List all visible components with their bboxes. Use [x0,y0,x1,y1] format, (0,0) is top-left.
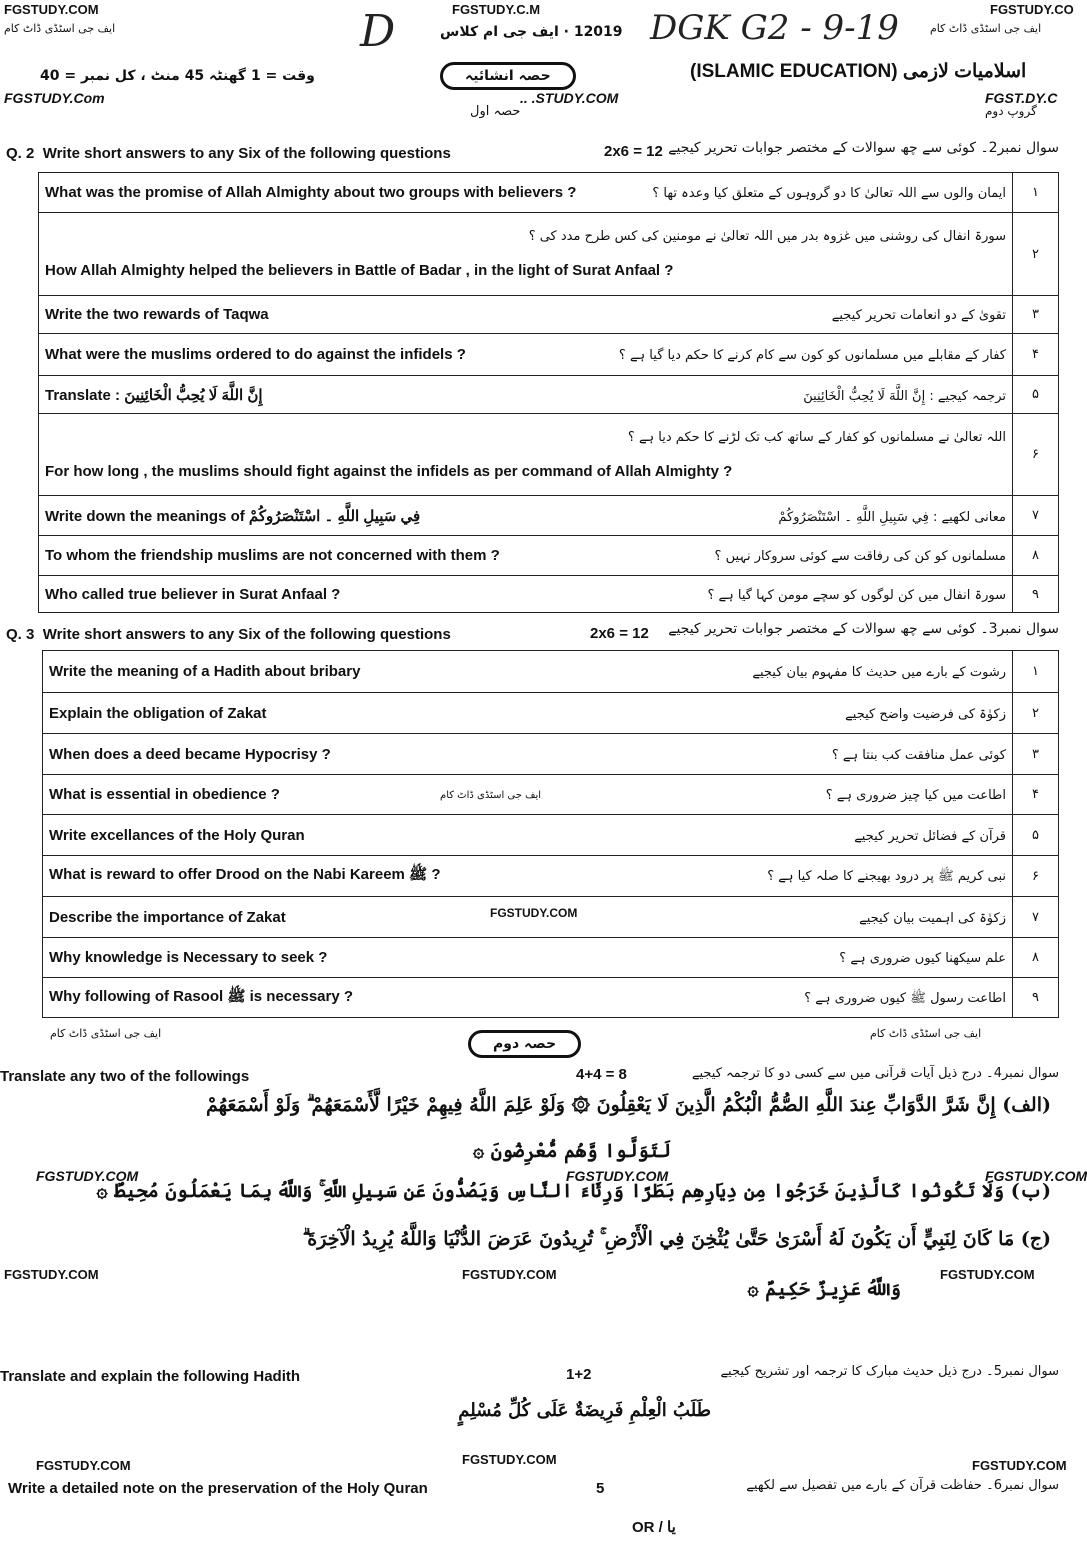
watermark: FGSTUDY.C.M [452,2,541,17]
verse-c: (ج) مَا كَانَ لِنَبِيٍّ أَن يَكُونَ لَهُ أَسْرَىٰ حَتَّىٰ يُثْخِنَ فِي الْأَرْضِ ۚ تُرِيدُونَ عَرَضَ الدُّنْيَا وَاللَّهُ يُرِيدُ الْآخِرَةَ ۗ [302,1228,1051,1250]
question-cell [39,536,1013,576]
question-number: ۲ [1013,693,1059,734]
q2-number: Q. 2 [6,145,35,162]
verse-b: (ب) وَلَا تَكُونُوا كَالَّذِينَ خَرَجُوا مِن دِيَارِهِم بَطَرًا وَرِئَاءَ النَّاسِ وَيَصُدُّونَ عَن سَبِيلِ اللَّهِ ۚ وَاللَّهُ بِمَا يَعْمَلُونَ مُحِيطٌ ۞ [96,1180,1051,1202]
question-row [43,978,1059,1018]
question-number: ۴ [1013,775,1059,815]
question-urdu: رشوت کے بارے میں حدیث کا مفہوم بیان کیجیے [752,665,1006,680]
question-cell [43,734,1013,775]
question-cell [39,173,1013,213]
question-english: How Allah Almighty helped the believers in Battle of Badar , in the light of Surat Anfaal ? [45,262,674,279]
question-cell [39,213,1013,296]
question-row [39,414,1059,496]
q2-urdu-instruction: سوال نمبر2۔ کوئی سے چھ سوالات کے مختصر جوابات تحریر کیجیے [668,140,1059,156]
question-english: What is reward to offer Drood on the Nabi Kareem ﷺ ? [49,866,441,883]
q6-marks: 5 [596,1480,605,1497]
q5-urdu: سوال نمبر5۔ درج ذیل حدیث مبارک کا ترجمہ اور تشریح کیجیے [720,1364,1059,1379]
question-urdu: اطاعت رسول ﷺ کیوں ضروری ہے ؟ [804,990,1006,1006]
question-row [39,496,1059,536]
q2-marks: 2x6 = 12 [604,143,663,160]
question-english: Write down the meanings of فِي سَبِيلِ اللَّهِ ۔ اسْتَنْصَرُوكُمْ [45,507,421,525]
q2-table [38,172,1059,613]
question-english: Why knowledge is Necessary to seek ? [49,949,328,966]
question-row [39,376,1059,414]
question-urdu: اللہ تعالیٰ نے مسلمانوں کو کفار کے ساتھ کب تک لڑنے کا حکم دیا ہے ؟ [627,429,1006,445]
question-cell [43,897,1013,938]
watermark: FGSTUDY.COM [972,1458,1067,1473]
question-row [39,173,1059,213]
question-number: ۵ [1013,376,1059,414]
q5-marks: 1+2 [566,1366,592,1383]
section-pill: حصہ انشائیہ [440,62,576,90]
q6-instruction: Write a detailed note on the preservation of the Holy Quran [8,1480,428,1497]
question-number: ۸ [1013,536,1059,576]
question-english: For how long , the muslims should fight against the infidels as per command of Allah Almighty ? [45,462,733,480]
question-row [43,734,1059,775]
question-urdu: معانی لکھیے : فِي سَبِيلِ اللَّهِ ۔ اسْتَنْصَرُوكُمْ [778,509,1006,525]
question-number: ۳ [1013,296,1059,334]
question-english: Explain the obligation of Zakat [49,704,267,722]
question-number: ۸ [1013,938,1059,978]
question-row [39,334,1059,376]
question-urdu: تقویٰ کے دو انعامات تحریر کیجیے [831,308,1006,323]
question-urdu: سورۃ انفال میں کن لوگوں کو سچے مومن کہا گیا ہے ؟ [707,587,1006,603]
watermark: FGSTUDY.COM [566,1168,669,1184]
watermark: FGSTUDY.COM [490,906,578,920]
question-english: Why following of Rasool ﷺ is necessary ? [49,987,354,1005]
watermark: FGSTUDY.COM [985,1168,1087,1184]
question-english: Write excellances of the Holy Quran [49,826,305,844]
verse-c-cont: وَاللَّهُ عَزِيزٌ حَكِيمٌ ۞ [747,1278,901,1300]
question-number: ۷ [1013,897,1059,938]
question-urdu: ترجمہ کیجیے : إِنَّ اللَّهَ لَا يُحِبُّ الْخَائِنِينَ [803,388,1006,404]
watermark: .. .STUDY.COM [520,90,619,106]
watermark: FGSTUDY.COM [36,1458,131,1473]
question-urdu: علم سیکھنا کیوں ضروری ہے ؟ [839,951,1006,966]
question-number: ۶ [1013,414,1059,496]
q6-urdu: سوال نمبر6۔ حفاظت قرآن کے بارے میں تفصیل سے لکھیے [746,1478,1059,1493]
question-cell [39,496,1013,536]
watermark: FGSTUDY.COM [4,1267,99,1282]
time-and-marks: وقت = 1 گھنٹہ 45 منٹ ، کل نمبر = 40 [40,68,315,84]
watermark: FGSTUDY.COM [462,1267,557,1282]
q3-instruction: Write short answers to any Six of the following questions [42,626,451,643]
question-row [39,213,1059,296]
watermark: FGSTUDY.Com [4,90,105,106]
question-urdu: قرآن کے فضائل تحریر کیجیے [854,828,1006,844]
q2-label [6,145,451,162]
question-row [43,775,1059,815]
question-english: To whom the friendship muslims are not concerned with them ? [45,547,500,564]
question-row [43,897,1059,938]
q3-number: Q. 3 [6,626,35,643]
question-cell [39,296,1013,334]
q3-table [42,650,1059,1018]
urdu-watermark: ایف جی اسٹڈی ڈاٹ کام [870,1027,982,1040]
urdu-watermark: ایف جی اسٹڈی ڈاٹ کام [440,790,542,801]
question-urdu: سورۃ انفال کی روشنی میں غزوہ بدر میں اللہ تعالیٰ نے مومنین کی کس طرح مدد کی ؟ [528,229,1006,244]
question-cell [43,978,1013,1018]
question-urdu: نبی کریم ﷺ پر درود بھیجنے کا صلہ کیا ہے ؟ [767,869,1006,884]
q3-label [6,626,451,643]
verse-a-cont: لَتَوَلَّوا وَّهُم مُّعْرِضُونَ ۞ [473,1140,671,1162]
handwritten-code: DGK G2 - 9-19 [650,8,899,48]
question-english: Who called true believer in Surat Anfaal ? [45,585,341,603]
question-number: ۴ [1013,334,1059,376]
or-separator: OR / یا [632,1519,676,1536]
question-cell [43,856,1013,897]
question-english: Write the meaning of a Hadith about bribary [49,663,361,680]
urdu-watermark: ایف جی اسٹڈی ڈاٹ کام [50,1027,162,1040]
question-number: ۹ [1013,978,1059,1018]
part-label: حصہ اول [470,104,521,119]
question-urdu: زکوٰۃ کی فرضیت واضح کیجیے [845,706,1006,722]
question-english: What was the promise of Allah Almighty about two groups with believers ? [45,184,577,201]
watermark: FGSTUDY.COM [36,1168,139,1184]
q4-marks: 4+4 = 8 [576,1066,627,1083]
q4-instruction: Translate any two of the followings [0,1068,250,1085]
question-row [39,296,1059,334]
question-number: ۳ [1013,734,1059,775]
group-label: گروپ دوم [985,104,1037,118]
question-cell [39,334,1013,376]
watermark: FGSTUDY.COM [4,2,99,17]
question-english: Translate : إِنَّ اللَّهَ لَا يُحِبُّ الْخَائِنِينَ [45,386,263,404]
question-urdu: زکوٰۃ کی اہمیت بیان کیجیے [859,910,1006,926]
question-cell [43,815,1013,856]
question-urdu: کفار کے مقابلے میں مسلمانوں کو کون سے کام کرنے کا حکم دیا گیا ہے ؟ [618,348,1006,363]
question-number: ۹ [1013,576,1059,613]
question-cell [39,576,1013,613]
question-cell [39,414,1013,496]
question-english: What were the muslims ordered to do against the infidels ? [45,346,466,363]
question-number: ۱ [1013,173,1059,213]
question-number: ۶ [1013,856,1059,897]
watermark: FGSTUDY.COM [462,1452,557,1467]
watermark: FGSTUDY.CO [990,2,1074,17]
question-urdu: ایمان والوں سے اللہ تعالیٰ کا دو گروہوں کے متعلق کیا وعدہ تھا ؟ [652,186,1006,201]
question-row [43,651,1059,693]
question-number: ۲ [1013,213,1059,296]
question-row [43,938,1059,978]
q5-instruction: Translate and explain the following Hadith [0,1368,301,1385]
question-row [43,856,1059,897]
question-cell [43,693,1013,734]
watermark: FGST.DY.C [985,90,1058,106]
watermark: FGSTUDY.COM [940,1267,1035,1282]
question-row [39,576,1059,613]
urdu-watermark: ایف جی اسٹڈی ڈاٹ کام [930,22,1042,35]
question-urdu: مسلمانوں کو کن کی رفاقت سے کوئی سروکار نہیں ؟ [714,549,1006,564]
question-cell [43,775,1013,815]
question-cell [39,376,1013,414]
question-urdu: کوئی عمل منافقت کب بنتا ہے ؟ [831,747,1006,763]
question-number: ۷ [1013,496,1059,536]
q3-marks: 2x6 = 12 [590,625,649,642]
handwritten-mark: D [360,6,396,57]
question-english: What is essential in obedience ? [49,786,280,803]
q3-urdu-instruction: سوال نمبر3۔ کوئی سے چھ سوالات کے مختصر جوابات تحریر کیجیے [668,621,1059,637]
verse-a: (الف) إِنَّ شَرَّ الدَّوَابِّ عِندَ اللَّهِ الصُّمُّ الْبُكْمُ الَّذِينَ لَا يَعْقِلُونَ ۞ وَلَوْ عَلِمَ اللَّهُ فِيهِمْ خَيْرًا لَّأَسْمَعَهُمْ ۗ وَلَوْ أَسْمَعَهُمْ [206,1094,1051,1116]
question-english: Write the two rewards of Taqwa [45,306,269,323]
question-row [43,693,1059,734]
question-urdu: اطاعت میں کیا چیز ضروری ہے ؟ [825,788,1006,803]
section2-pill: حصہ دوم [468,1030,581,1058]
question-row [39,536,1059,576]
question-cell [43,938,1013,978]
question-row [43,815,1059,856]
question-english: When does a deed became Hypocrisy ? [49,745,331,763]
class-line: 12019 · ایف جی ام کلاس [440,24,623,40]
question-cell [43,651,1013,693]
subject-title: (ISLAMIC EDUCATION) اسلامیات لازمی [690,61,1027,82]
question-number: ۱ [1013,651,1059,693]
question-number: ۵ [1013,815,1059,856]
urdu-watermark: ایف جی اسٹڈی ڈاٹ کام [4,22,116,35]
question-english: Describe the importance of Zakat [49,908,286,926]
q4-urdu: سوال نمبر4۔ درج ذیل آیات قرآنی میں سے کسی دو کا ترجمہ کیجیے [691,1066,1059,1081]
hadith: طَلَبُ الْعِلْمِ فَرِيضَةٌ عَلَى كُلِّ مُسْلِمٍ [458,1400,711,1421]
q2-instruction: Write short answers to any Six of the following questions [42,145,451,162]
